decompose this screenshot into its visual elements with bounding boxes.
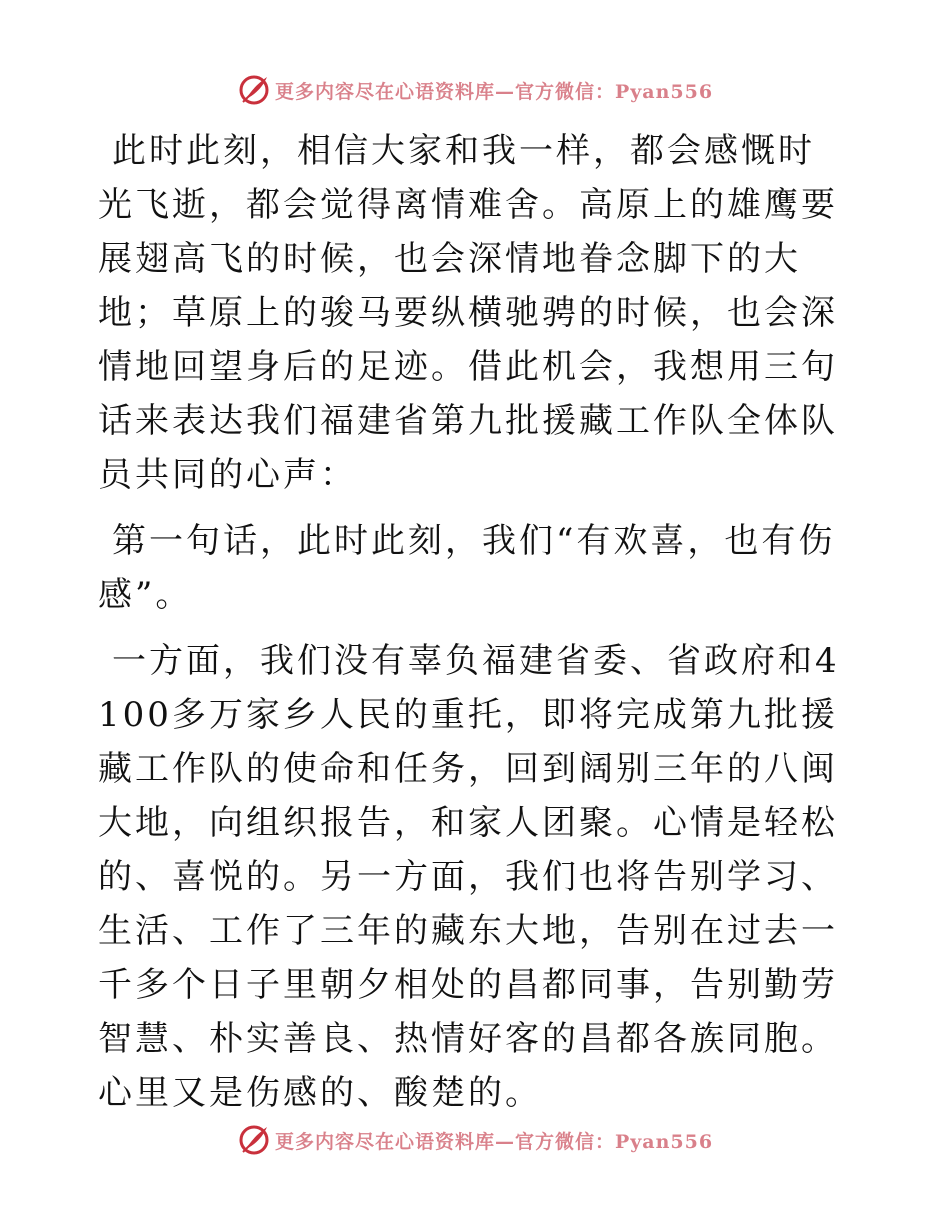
paragraph-intro: 此时此刻，相信大家和我一样，都会感慨时光飞逝，都会觉得离情难舍。高原上的雄鹰要展翅高飞的时候，也会深情地眷念脚下的大地；草原上的骏马要纵横驰骋的时候，也会深情地回望身后的足迹。借此机会，我想用三句话来表达我们福建省第九批援藏工作队全体队员共同的心声： [98,131,838,495]
header-watermark-text: 更多内容尽在心语资料库—官方微信：Pyan556 [274,80,714,103]
footer-watermark-text: 更多内容尽在心语资料库—官方微信：Pyan556 [274,1130,714,1153]
header-watermark [0,70,950,110]
paragraph-on-one-hand: 一方面，我们没有辜负福建省委、省政府和4100多万家乡人民的重托，即将完成第九批援藏工作队的使命和任务，回到阔别三年的八闽大地，向组织报告，和家人团聚。心情是轻松的、喜悦的。另一方面，我们也将告别学习、生活、工作了三年的藏东大地，告别在过去一千多个日子里朝夕相处的昌都同事，告别勤劳智慧、朴实善良、热情好客的昌都各族同胞。心里又是伤感的、酸楚的。 [98,641,840,1113]
footer-watermark [0,1120,950,1160]
paragraph-first-sentence: 第一句话，此时此刻，我们“有欢喜，也有伤感”。 [98,521,836,615]
document-body [98,124,850,1132]
feather-logo-icon [237,73,271,107]
feather-logo-icon [237,1123,271,1157]
